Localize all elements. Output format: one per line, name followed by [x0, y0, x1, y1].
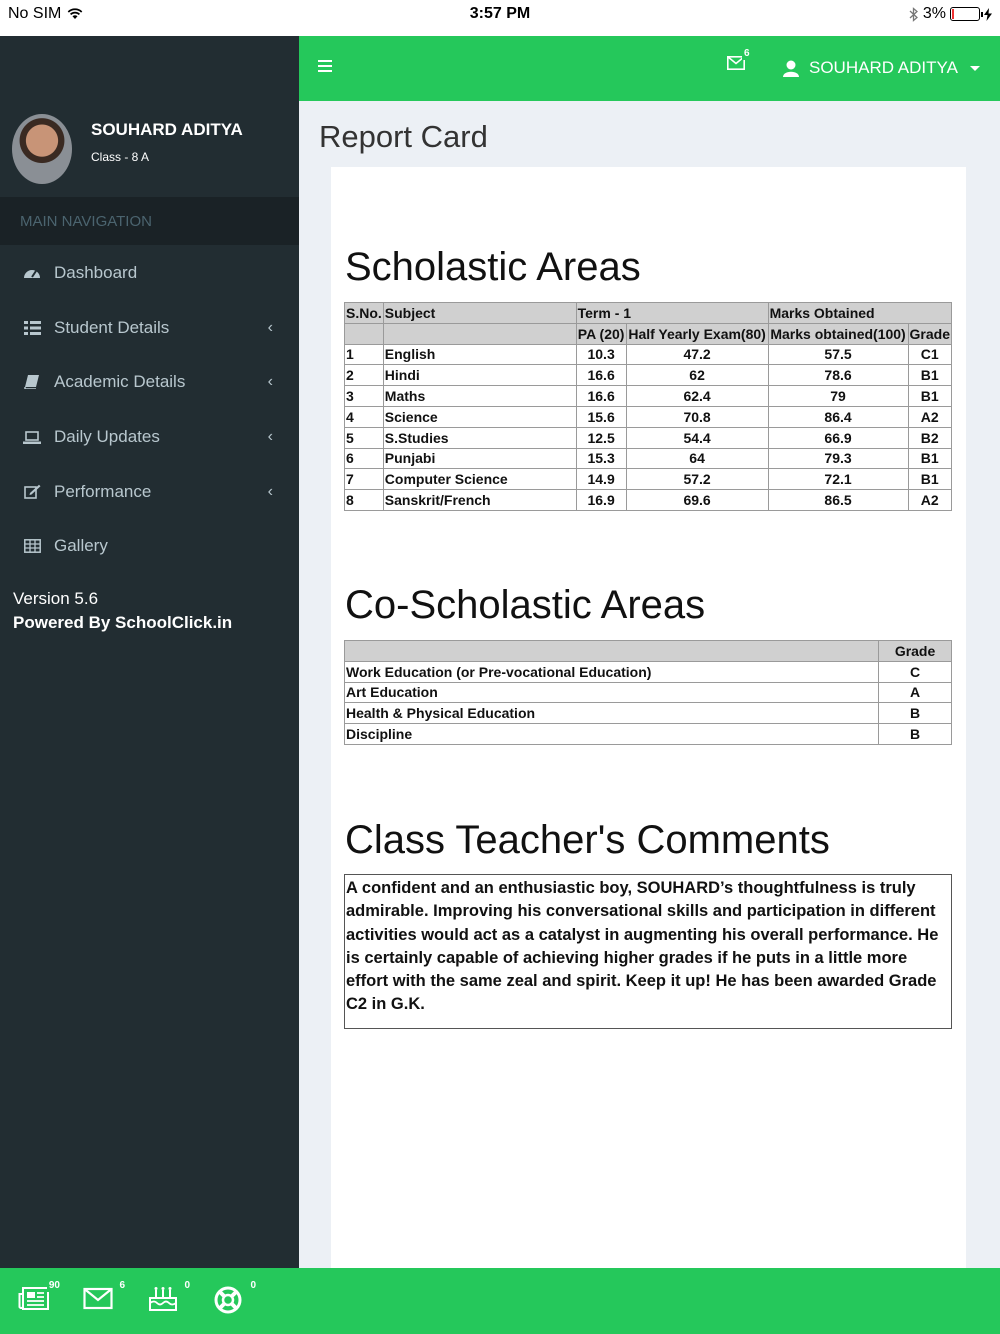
- cell-grade: B2: [908, 427, 952, 448]
- sidebar-item-daily-updates[interactable]: [0, 410, 299, 465]
- header-marks-100: Marks obtained(100): [768, 323, 908, 344]
- cell-grade: A2: [908, 406, 952, 427]
- table-row: [345, 682, 952, 703]
- nav-header: MAIN NAVIGATION: [0, 197, 299, 245]
- sidebar-item-gallery[interactable]: [0, 519, 299, 574]
- cell-sno: 4: [345, 406, 384, 427]
- sidebar-user-name: SOUHARD ADITYA: [91, 120, 243, 139]
- header-marks-obtained: Marks Obtained: [768, 303, 951, 324]
- status-time: 3:57 PM: [469, 5, 531, 22]
- laptop-icon: [22, 429, 42, 445]
- table-row: [345, 724, 952, 745]
- cell-pa: 12.5: [576, 427, 626, 448]
- header-grade: Grade: [879, 641, 952, 662]
- cell-half-yearly: 57.2: [626, 469, 768, 490]
- top-header: [299, 36, 1000, 101]
- teacher-comments: A confident and an enthusiastic boy, SOUHARD’s thoughtfulness is truly admirable. Improving his conversational skills and participation in different activities would act as a catalyst in augmenting his overall performance. He is certainly capable of achieving higher grades if he puts in a little more effort with the same zeal and spirit. Keep it up! He has been awarded Grade C2 in G.K.: [344, 874, 952, 1029]
- comments-title: Class Teacher's Comments: [345, 818, 830, 862]
- carrier-label: No SIM: [8, 5, 62, 22]
- header-mail-button[interactable]: [727, 48, 750, 70]
- header-empty: [345, 323, 384, 344]
- birthday-cake-icon: [148, 1286, 178, 1312]
- header-sno: S.No.: [345, 303, 384, 324]
- version-label: Version 5.6: [13, 589, 99, 608]
- cell-grade: A2: [908, 490, 952, 511]
- chevron-left-icon: ‹: [267, 373, 273, 391]
- user-menu[interactable]: [783, 58, 980, 78]
- bottom-bar: [0, 1268, 1000, 1334]
- cell-marks: 78.6: [768, 365, 908, 386]
- cell-sno: 1: [345, 344, 384, 365]
- header-half-yearly: Half Yearly Exam(80): [626, 323, 768, 344]
- bottom-news-button[interactable]: [18, 1280, 60, 1316]
- table-row: [345, 406, 952, 427]
- caret-down-icon: [970, 66, 980, 71]
- cell-marks: 66.9: [768, 427, 908, 448]
- table-subheader-row: [345, 323, 952, 344]
- header-empty: [345, 641, 879, 662]
- avatar[interactable]: [12, 114, 72, 184]
- table-icon: [22, 538, 42, 554]
- cell-subject: Punjabi: [383, 448, 576, 469]
- charging-icon: [984, 8, 992, 21]
- cell-half-yearly: 62: [626, 365, 768, 386]
- cell-pa: 15.6: [576, 406, 626, 427]
- sidebar-item-label: Daily Updates: [54, 427, 160, 447]
- sidebar-item-academic-details[interactable]: [0, 355, 299, 410]
- cell-sno: 8: [345, 490, 384, 511]
- cell-marks: 86.4: [768, 406, 908, 427]
- status-right: [909, 5, 992, 23]
- chevron-left-icon: ‹: [267, 318, 273, 336]
- cell-subject: Sanskrit/French: [383, 490, 576, 511]
- newspaper-icon: [18, 1286, 50, 1312]
- cell-pa: 10.3: [576, 344, 626, 365]
- edit-icon: [22, 484, 42, 500]
- cell-sno: 5: [345, 427, 384, 448]
- table-row: [345, 661, 952, 682]
- cell-grade: C1: [908, 344, 952, 365]
- cell-half-yearly: 70.8: [626, 406, 768, 427]
- news-count-badge: 90: [48, 1280, 60, 1291]
- table-row: [345, 365, 952, 386]
- birthday-count-badge: 0: [184, 1280, 190, 1291]
- cell-subject: Computer Science: [383, 469, 576, 490]
- table-row: [345, 427, 952, 448]
- scholastic-table: [344, 302, 952, 511]
- co-scholastic-title: Co-Scholastic Areas: [345, 583, 706, 627]
- sidebar-item-label: Academic Details: [54, 372, 186, 392]
- cell-sno: 6: [345, 448, 384, 469]
- table-row: [345, 344, 952, 365]
- cell-marks: 72.1: [768, 469, 908, 490]
- cell-half-yearly: 64: [626, 448, 768, 469]
- cell-subject: Hindi: [383, 365, 576, 386]
- cell-half-yearly: 47.2: [626, 344, 768, 365]
- cell-pa: 16.6: [576, 386, 626, 407]
- cell-grade: B1: [908, 365, 952, 386]
- cell-grade: B1: [908, 469, 952, 490]
- cell-marks: 79: [768, 386, 908, 407]
- cell-pa: 16.6: [576, 365, 626, 386]
- table-row: [345, 469, 952, 490]
- grid-icon: [22, 320, 42, 336]
- cell-half-yearly: 54.4: [626, 427, 768, 448]
- cell-activity: Work Education (or Pre-vocational Education): [345, 661, 879, 682]
- header-pa: PA (20): [576, 323, 626, 344]
- cell-pa: 15.3: [576, 448, 626, 469]
- bottom-support-button[interactable]: [214, 1280, 256, 1316]
- sidebar-item-dashboard[interactable]: [0, 246, 299, 301]
- cell-grade: B1: [908, 448, 952, 469]
- powered-by-label: Powered By SchoolClick.in: [13, 613, 233, 632]
- sidebar: [0, 36, 299, 1268]
- cell-pa: 14.9: [576, 469, 626, 490]
- user-panel: [0, 36, 299, 196]
- table-row: [345, 490, 952, 511]
- sidebar-item-label: Student Details: [54, 317, 170, 337]
- lifebuoy-icon: [214, 1286, 242, 1314]
- cell-sno: 7: [345, 469, 384, 490]
- cell-grade: B1: [908, 386, 952, 407]
- sidebar-user-class: Class - 8 A: [91, 150, 150, 164]
- status-bar: [0, 0, 1000, 36]
- chevron-left-icon: ‹: [267, 428, 273, 446]
- header-term: Term - 1: [576, 303, 768, 324]
- support-count-badge: 0: [250, 1280, 256, 1291]
- mail-count-badge: 6: [744, 48, 750, 59]
- sidebar-item-label: Performance: [54, 481, 152, 501]
- cell-sno: 2: [345, 365, 384, 386]
- page-title: Report Card: [319, 119, 488, 154]
- bluetooth-icon: [909, 7, 919, 22]
- envelope-icon: [83, 1286, 113, 1310]
- scholastic-title: Scholastic Areas: [345, 245, 641, 289]
- sidebar-item-label: Dashboard: [54, 263, 138, 283]
- header-user-name: SOUHARD ADITYA: [809, 58, 958, 77]
- bottom-birthday-button[interactable]: [148, 1280, 190, 1316]
- cell-activity: Art Education: [345, 682, 879, 703]
- book-icon: [22, 374, 42, 390]
- table-row: [345, 448, 952, 469]
- table-row: [345, 703, 952, 724]
- cell-marks: 79.3: [768, 448, 908, 469]
- cell-pa: 16.9: [576, 490, 626, 511]
- cell-half-yearly: 69.6: [626, 490, 768, 511]
- chevron-left-icon: ‹: [267, 482, 273, 500]
- cell-grade: B: [879, 724, 952, 745]
- hamburger-menu-icon[interactable]: [318, 60, 332, 72]
- cell-subject: Science: [383, 406, 576, 427]
- cell-subject: S.Studies: [383, 427, 576, 448]
- mail-count-badge: 6: [119, 1280, 125, 1291]
- cell-marks: 86.5: [768, 490, 908, 511]
- dashboard-icon: [22, 265, 42, 281]
- cell-subject: English: [383, 344, 576, 365]
- bottom-mail-button[interactable]: [83, 1280, 125, 1316]
- cell-activity: Health & Physical Education: [345, 703, 879, 724]
- cell-activity: Discipline: [345, 724, 879, 745]
- sidebar-item-label: Gallery: [54, 536, 108, 556]
- cell-grade: A: [879, 682, 952, 703]
- table-row: [345, 386, 952, 407]
- battery-icon: [950, 7, 980, 21]
- cell-sno: 3: [345, 386, 384, 407]
- header-grade: Grade: [908, 323, 952, 344]
- cell-marks: 57.5: [768, 344, 908, 365]
- cell-half-yearly: 62.4: [626, 386, 768, 407]
- co-scholastic-table: [344, 640, 952, 745]
- header-subject: Subject: [383, 303, 576, 324]
- battery-percent: 3%: [922, 5, 946, 22]
- user-icon: [783, 60, 799, 77]
- header-empty: [383, 323, 576, 344]
- sidebar-item-student-details[interactable]: [0, 301, 299, 356]
- sidebar-item-performance[interactable]: [0, 464, 299, 519]
- cell-grade: C: [879, 661, 952, 682]
- cell-subject: Maths: [383, 386, 576, 407]
- table-header-row: [345, 641, 952, 662]
- cell-grade: B: [879, 703, 952, 724]
- table-header-row: [345, 303, 952, 324]
- nav-list: [0, 246, 299, 574]
